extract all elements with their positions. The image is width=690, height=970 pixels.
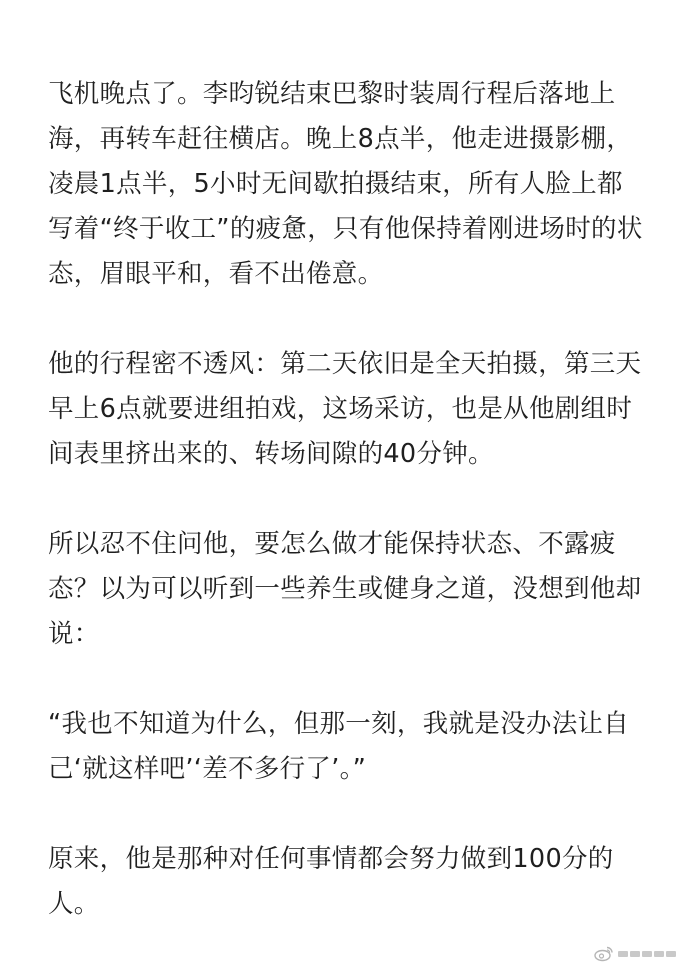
paragraph-5: 原来，他是那种对任何事情都会努力做到100分的人。 — [48, 844, 614, 919]
weibo-logo-icon — [594, 945, 614, 962]
paragraph-1: 飞机晚点了。李昀锐结束巴黎时装周行程后落地上海，再转车赶往横店。晚上8点半，他走进摄影棚，凌晨1点半，5小时无间歇拍摄结束，所有人脸上都写着“终于收工”的疲惫，只有他保持着刚进场时的状态，眉眼平和，看不出倦意。 — [48, 79, 643, 289]
paragraph-4-quote: “我也不知道为什么，但那一刻，我就是没办法让自己‘就这样吧’‘差不多行了’。” — [48, 709, 630, 784]
watermark — [594, 945, 676, 962]
watermark-handle — [618, 949, 676, 959]
article-body — [48, 72, 646, 927]
paragraph-3: 所以忍不住问他，要怎么做才能保持状态、不露疲态？以为可以听到一些养生或健身之道，没想到他却说： — [48, 529, 642, 649]
paragraph-2: 他的行程密不透风：第二天依旧是全天拍摄，第三天早上6点就要进组拍戏，这场采访，也是从他剧组时间表里挤出来的、转场间隙的40分钟。 — [48, 349, 642, 469]
